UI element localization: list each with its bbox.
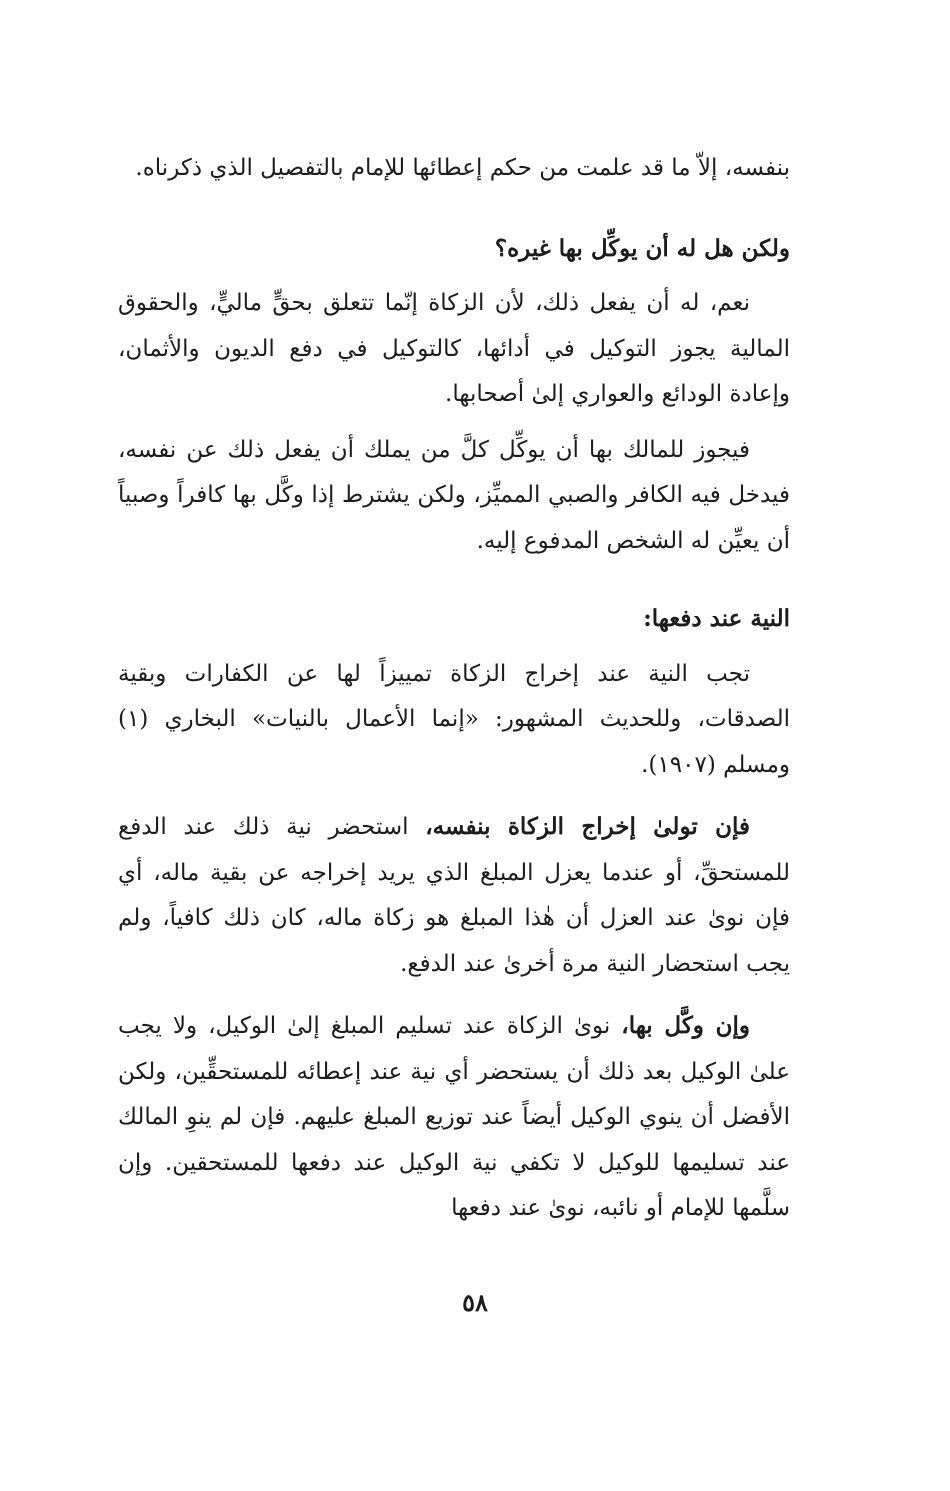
heading-delegation: ولكن هل له أن يوكِّل بها غيره؟ (494, 234, 790, 262)
paragraph-intention-required: تجب النية عند إخراج الزكاة تمييزاً لها عن الكفارات وبقية الصدقات، وللحديث المشهور: «إنما الأعمال بالنيات» البخاري (١) ومسلم (١٩٠٧). (118, 660, 790, 778)
paragraph-agent-payment-lead: وإن وكَّل بها، (621, 1012, 751, 1039)
page-number: ٥٨ (462, 1288, 488, 1317)
paragraph-self-payment-text: استحضر نية ذلك عند الدفع للمستحقِّ، أو عندما يعزل المبلغ الذي يريد إخراجه عن بقية ماله، أي فإن نوىٰ عند العزل أن هٰذا المبلغ هو زكاة ماله، كان ذلك كافياً، ولم يجب استحضار النية مرة أخرىٰ عند الدفع. (118, 814, 790, 977)
paragraph-continuation: بنفسه، إلاّ ما قد علمت من حكم إعطائها للإمام بالتفصيل الذي ذكرناه. (135, 155, 790, 181)
page-body (118, 146, 790, 1232)
paragraph-self-payment (118, 804, 790, 987)
paragraph-agent-payment (118, 1003, 790, 1232)
heading-intention: النية عند دفعها: (643, 605, 790, 632)
paragraph-delegation-answer: نعم، له أن يفعل ذلك، لأن الزكاة إنّما تتعلق بحقٍّ ماليٍّ، والحقوق المالية يجوز التوكيل في أدائها، كالتوكيل في دفع الديون والأثمان، وإعادة الودائع والعواري إلىٰ أصحابها. (118, 290, 790, 407)
paragraph-delegation-conditions: فيجوز للمالك بها أن يوكِّل كلَّ من يملك أن يفعل ذلك عن نفسه، فيدخل فيه الكافر والصبي المميِّز، ولكن يشترط إذا وكَّل بها كافراً وصبياً أن يعيِّن له الشخص المدفوع إليه. (118, 436, 790, 554)
paragraph-agent-payment-text: نوىٰ الزكاة عند تسليم المبلغ إلىٰ الوكيل، ولا يجب علىٰ الوكيل بعد ذلك أن يستحضر أي نية عند إعطائه للمستحقِّين، ولكن الأفضل أن ينوي الوكيل أيضاً عند توزيع المبلغ عليهم. فإن لم ينوِ المالك عند تسليمها للوكيل لا تكفي نية الوكيل عند دفعها للمستحقين. وإن سلَّمها للإمام أو نائبه، نوىٰ عند دفعها (118, 1013, 790, 1221)
paragraph-self-payment-lead: فإن تولىٰ إخراج الزكاة بنفسه، (425, 813, 751, 840)
